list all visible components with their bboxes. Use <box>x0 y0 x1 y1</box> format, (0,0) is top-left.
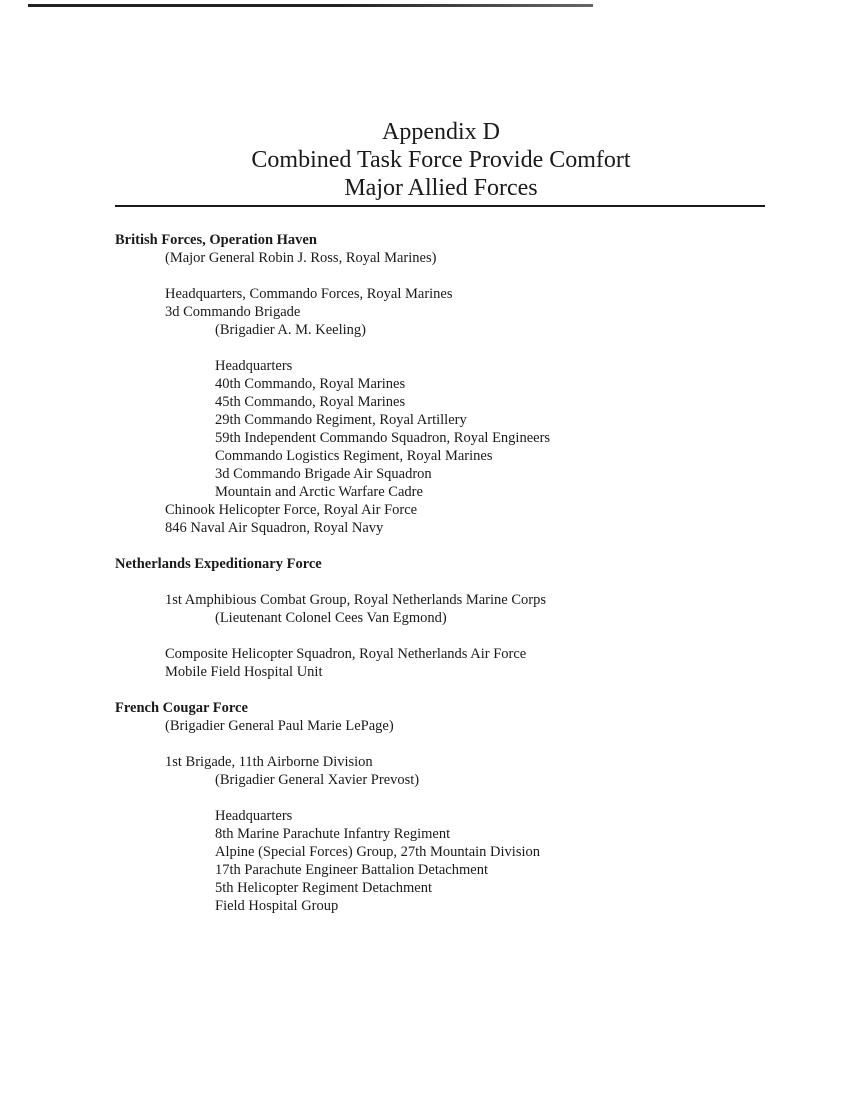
list-item: Mobile Field Hospital Unit <box>165 664 323 680</box>
title-line-2: Combined Task Force Provide Comfort <box>251 147 631 173</box>
list-item: 59th Independent Commando Squadron, Royal Engineers <box>215 430 551 446</box>
list-item: 45th Commando, Royal Marines <box>215 394 406 410</box>
french-brigade: 1st Brigade, 11th Airborne Division <box>165 754 373 770</box>
list-item: Field Hospital Group <box>215 898 339 914</box>
list-item: Mountain and Arctic Warfare Cadre <box>215 484 423 500</box>
list-item: 40th Commando, Royal Marines <box>215 376 406 392</box>
title-line-3: Major Allied Forces <box>344 175 538 201</box>
list-item: 5th Helicopter Regiment Detachment <box>215 880 433 896</box>
list-item: Composite Helicopter Squadron, Royal Netherlands Air Force <box>165 646 527 662</box>
netherlands-group: 1st Amphibious Combat Group, Royal Netherlands Marine Corps <box>165 592 546 608</box>
netherlands-heading: Netherlands Expeditionary Force <box>115 556 322 572</box>
british-hq: Headquarters, Commando Forces, Royal Marines <box>165 286 453 302</box>
french-heading: French Cougar Force <box>115 700 248 716</box>
list-item: 3d Commando Brigade Air Squadron <box>215 466 432 482</box>
list-item: Commando Logistics Regiment, Royal Marines <box>215 448 493 464</box>
page-title <box>0 118 864 202</box>
list-item: 8th Marine Parachute Infantry Regiment <box>215 826 451 842</box>
netherlands-group-commander: (Lieutenant Colonel Cees Van Egmond) <box>215 610 447 626</box>
british-brigade: 3d Commando Brigade <box>165 304 301 320</box>
appendix-title: Appendix D <box>382 119 500 145</box>
french-brigade-commander: (Brigadier General Xavier Prevost) <box>215 772 420 788</box>
list-item: Alpine (Special Forces) Group, 27th Mountain Division <box>215 844 540 860</box>
title-rule <box>115 205 765 207</box>
list-item: 29th Commando Regiment, Royal Artillery <box>215 412 467 428</box>
british-heading: British Forces, Operation Haven <box>115 232 317 248</box>
list-item: Headquarters <box>215 358 293 374</box>
british-commander: (Major General Robin J. Ross, Royal Marines) <box>165 250 437 266</box>
top-rule <box>28 4 593 7</box>
list-item: 17th Parachute Engineer Battalion Detachment <box>215 862 488 878</box>
british-brigade-commander: (Brigadier A. M. Keeling) <box>215 322 367 338</box>
list-item: 846 Naval Air Squadron, Royal Navy <box>165 520 384 536</box>
list-item: Chinook Helicopter Force, Royal Air Force <box>165 502 418 518</box>
list-item: Headquarters <box>215 808 293 824</box>
french-commander: (Brigadier General Paul Marie LePage) <box>165 718 394 734</box>
force-list <box>115 231 815 915</box>
